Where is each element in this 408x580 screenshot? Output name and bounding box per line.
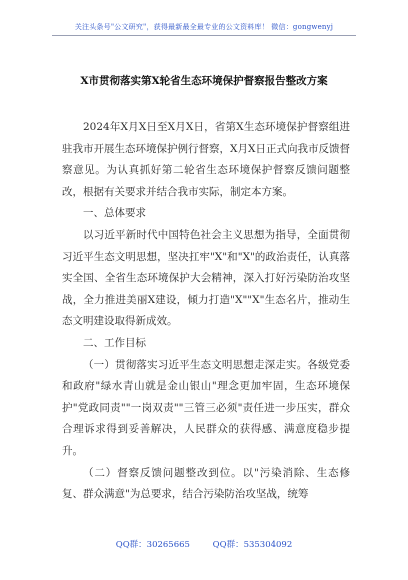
footer-qq-group-1: QQ群：30265665 [115, 540, 190, 550]
header-divider [52, 35, 356, 36]
footer-contact [0, 538, 408, 550]
intro-paragraph: 2024年X月X日至X月X日，省第X生态环境保护督察组进驻我市开展生态环境保护例行督察，X月X日正式向我市反馈督察意见。为认真抓好第二轮省生态环境保护督察反馈问题整改，根据有关要求并结合我市实际，制定本方案。 [62, 121, 350, 198]
general-requirements-paragraph: 以习近平新时代中国特色社会主义思想为指导，全面贯彻习近平生态文明思想，坚决扛牢"X"和"X"的政治责任，认真落实全国、全省生态环境保护大会精神，深入打好污染防治攻坚战，全力推进美丽X建设，倾力打造"X""X"生态名片，推动生态文明建设取得新成效。 [62, 228, 350, 328]
section-heading-work-goals: 二、工作目标 [83, 336, 146, 349]
document-title: X市贯彻落实第X轮省生态环境保护督察报告整改方案 [80, 75, 328, 87]
footer-qq-group-2: QQ群：535304092 [212, 540, 293, 550]
goal-paragraph-2: （二）督察反馈问题整改到位。以"污染消除、生态修复、群众满意"为总要求，结合污染防治攻坚战，统筹 [62, 466, 350, 501]
section-heading-general-requirements: 一、总体要求 [83, 207, 146, 220]
document-body [62, 117, 350, 506]
header-banner: 关注头条号"公文研究"，获得最新最全最专业的公文资料库！ 微信：gongwenyj [74, 23, 334, 31]
goal-paragraph-1: （一）贯彻落实习近平生态文明思想走深走实。各级党委和政府"绿水青山就是金山银山"理念更加牢固，生态环境保护"党政同责""一岗双责""三管三必须"责任进一步压实，群众合理诉求得到妥善解决，人民群众的获得感、满意度稳步提升。 [62, 358, 350, 457]
